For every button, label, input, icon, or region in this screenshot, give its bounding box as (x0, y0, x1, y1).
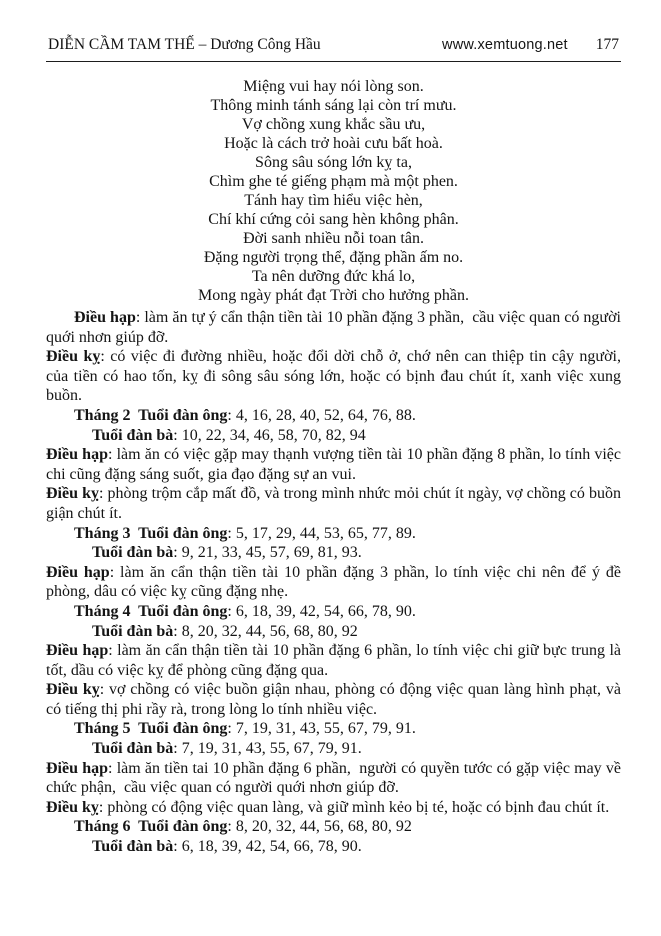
page-number: 177 (595, 36, 619, 53)
age-list-row (92, 543, 621, 563)
guidance-paragraph (46, 563, 625, 602)
paragraph-label: Điều hạp (46, 642, 109, 660)
paragraph-label: Tuổi đàn bà (92, 426, 174, 444)
poem-line: Miệng vui hay nói lòng son. (243, 78, 424, 95)
age-list-row (92, 426, 621, 446)
age-list-row (92, 739, 621, 759)
paragraph-text: : phòng trộm cắp mất đồ, và trong mình nhức mỏi chút ít ngày, vợ chồng có buồn giận chút ít. (46, 485, 626, 522)
age-list-row (74, 524, 621, 544)
paragraph-text: : 6, 18, 39, 42, 54, 66, 78, 90. (227, 602, 416, 620)
guidance-paragraph (46, 641, 626, 680)
age-list-row (92, 622, 621, 642)
paragraph-text: : làm ăn tự ý cẩn thận tiền tài 10 phần đặng 3 phần, cầu việc quan có người quới nhơn giúp đỡ. (46, 309, 626, 346)
paragraph-text: : làm ăn cẩn thận tiền tài 10 phần đặng 3 phần, lo tính việc chi nên để ý đề phòng, dâu có việc kỵ cũng đặng nhẹ. (46, 563, 625, 601)
poem-line: Chí khí cứng cỏi sang hèn không phân. (208, 211, 459, 228)
paragraph-label: Tháng 3 Tuổi đàn ông (74, 524, 228, 542)
age-list-row (74, 406, 621, 426)
paragraph-label: Điều kỵ (46, 485, 99, 503)
paragraph-text: : phòng có động việc quan làng, và giữ mình kẻo bị té, hoặc có bịnh đau chút ít. (98, 798, 610, 816)
paragraph-label: Điều kỵ (46, 348, 101, 366)
poem-line: Đặng người trọng thể, đặng phần ấm no. (203, 249, 464, 266)
paragraph-label: Điều hạp (46, 759, 109, 777)
body-text (46, 308, 626, 857)
paragraph-label: Tuổi đàn bà (92, 740, 174, 758)
paragraph-label: Tuổi đàn bà (92, 838, 174, 856)
paragraph-label: Tuổi đàn bà (92, 544, 174, 562)
paragraph-text: : 5, 17, 29, 44, 53, 65, 77, 89. (227, 524, 416, 542)
paragraph-text: : 8, 20, 32, 44, 56, 68, 80, 92 (173, 622, 358, 640)
paragraph-label: Tuổi đàn bà (92, 622, 174, 640)
paragraph-text: : 7, 19, 31, 43, 55, 67, 79, 91. (173, 740, 362, 758)
guidance-paragraph (46, 798, 621, 818)
poem-line: Tánh hay tìm hiểu việc hèn, (244, 192, 423, 209)
guidance-paragraph (46, 347, 626, 406)
paragraph-text: : 10, 22, 34, 46, 58, 70, 82, 94 (173, 426, 366, 444)
age-list-row (74, 719, 621, 739)
paragraph-label: Tháng 6 Tuổi đàn ông (74, 818, 228, 836)
header-right (442, 36, 619, 54)
guidance-paragraph (46, 484, 626, 523)
poem-line: Ta nên dưỡng đức khá lo, (251, 268, 416, 285)
paragraph-label: Điều kỵ (46, 681, 100, 699)
paragraph-text: : làm ăn có việc gặp may thạnh vượng tiền tài 10 phần đặng 8 phần, lo tính việc chi cũng đặng sáng suốt, gia đạo đặng sự an vui. (46, 446, 626, 483)
paragraph-text: : làm ăn tiền tai 10 phần đặng 6 phần, người có quyền tước có gặp việc may về chức phận, cầu việc quan có người quới nhơn giúp đỡ. (46, 759, 626, 797)
guidance-paragraph (46, 680, 625, 719)
paragraph-label: Điều hạp (46, 446, 108, 464)
age-list-row (74, 817, 621, 837)
paragraph-text: : có việc đi đường nhiều, hoặc đổi dời chỗ ở, chớ nên can thiệp tin cậy người, của tiền có hao tốn, kỵ đi sông sâu sóng lớn, hoặc có bịnh đau chút ít, xanh việc xung buồn. (46, 348, 626, 405)
header-rule (46, 61, 621, 62)
paragraph-text: : 9, 21, 33, 45, 57, 69, 81, 93. (173, 544, 362, 562)
guidance-paragraph (46, 308, 626, 347)
age-list-row (74, 602, 621, 622)
paragraph-text: : 6, 18, 39, 42, 54, 66, 78, 90. (173, 838, 362, 856)
paragraph-text: : làm ăn cẩn thận tiền tài 10 phần đặng 6 phần, lo tính việc chi giữ bực trung là tốt, dầu có việc kỵ để phòng cũng đặng qua. (46, 642, 626, 679)
age-list-row (92, 837, 621, 857)
paragraph-text: : vợ chồng có việc buồn giận nhau, phòng có động việc quan làng hình phạt, và có tiếng thị phi rầy rà, trong lòng lo tính nhiều việc. (46, 681, 625, 718)
paragraph-text: : 7, 19, 31, 43, 55, 67, 79, 91. (227, 720, 416, 738)
paragraph-text: : 8, 20, 32, 44, 56, 68, 80, 92 (227, 818, 412, 836)
poem-line: Mong ngày phát đạt Trời cho hưởng phần. (198, 287, 469, 304)
poem-line: Chìm ghe té giếng phạm mà một phen. (209, 173, 458, 190)
poem-line: Sông sâu sóng lớn kỵ ta, (255, 154, 412, 171)
paragraph-label: Điều hạp (46, 563, 110, 581)
paragraph-label: Tháng 2 Tuổi đàn ông (74, 406, 228, 424)
page-header (46, 36, 621, 61)
poem-line: Vợ chồng xung khắc sầu ưu, (241, 116, 426, 133)
website-url: www.xemtuong.net (442, 37, 568, 53)
guidance-paragraph (46, 759, 626, 798)
paragraph-label: Điều kỵ (46, 798, 99, 816)
poem-line: Thông minh tánh sáng lại còn trí mưu. (210, 97, 457, 114)
paragraph-label: Tháng 5 Tuổi đàn ông (74, 720, 228, 738)
poem-block (46, 77, 621, 305)
poem-line: Hoặc là cách trở hoài cưu bất hoà. (224, 135, 443, 152)
paragraph-text: : 4, 16, 28, 40, 52, 64, 76, 88. (227, 406, 416, 424)
guidance-paragraph (46, 445, 626, 484)
book-title: DIỄN CẦM TAM THẾ – Dương Công Hầu (48, 36, 321, 53)
paragraph-label: Tháng 4 Tuổi đàn ông (74, 602, 228, 620)
poem-line: Đời sanh nhiều nỗi toan tân. (243, 230, 424, 247)
paragraph-label: Điều hạp (74, 309, 136, 326)
